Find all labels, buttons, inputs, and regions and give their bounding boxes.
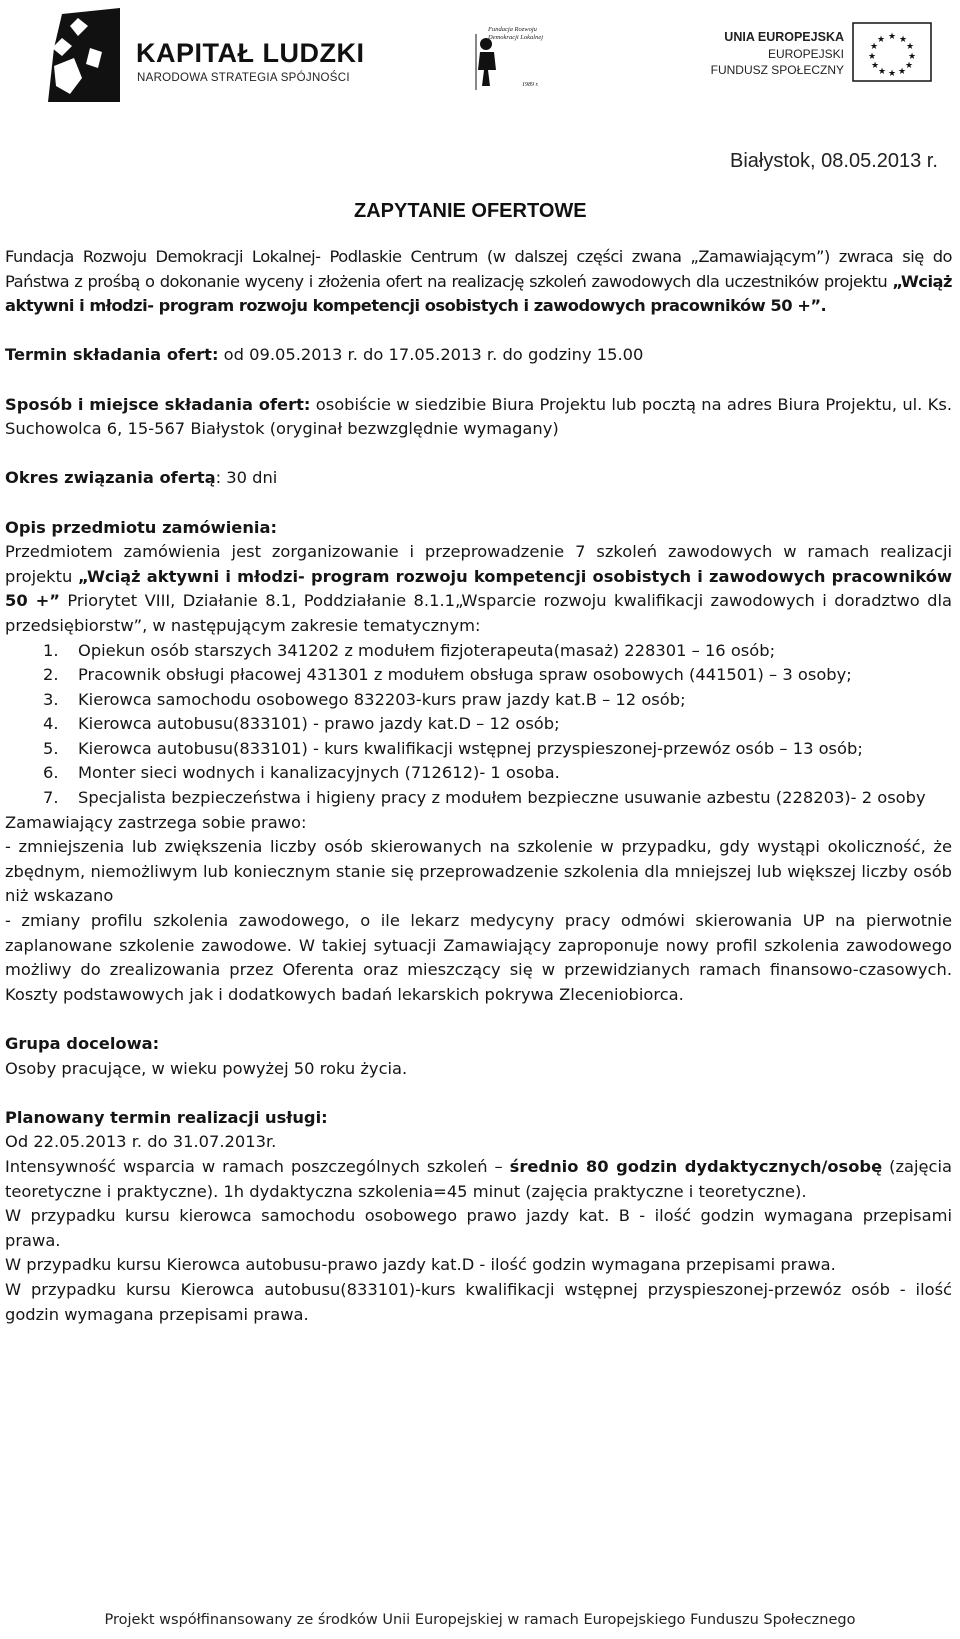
kapital-ludzki-title: KAPITAŁ LUDZKI: [136, 38, 365, 68]
termin-realizacji-heading: Planowany termin realizacji usługi:: [5, 1107, 328, 1127]
kapital-ludzki-logo: [48, 8, 378, 102]
opis-heading: Opis przedmiotu zamówienia:: [5, 517, 278, 537]
zastrzega-point-2: - zmiany profilu szkolenia zawodowego, o ile lekarz medycyny pracy odmówi skierowania UP na pierwotnie zaplanowane szkolenie zawodowe. W takiej sytuacji Zamawiający zaproponuje nowy profil szkolenia zawodowego możliwy do zrealizowania przez Oferenta oraz mieszczący się w przewidzianych ramach finansowo-czasowych. Koszty podstawowych jak i dodatkowych badań lekarskich pokrywa Zleceniobiorca.: [5, 911, 952, 1004]
svg-text:★: ★: [876, 35, 886, 45]
list-item: 3. Kierowca samochodu osobowego 832203-kurs praw jazdy kat.B – 12 osób;: [43, 689, 686, 709]
eu-flag-icon: [852, 22, 932, 82]
svg-text:★: ★: [905, 42, 915, 52]
termin-skladania: Termin składania ofert: od 09.05.2013 r. do 17.05.2013 r. do godziny 15.00: [5, 345, 644, 365]
list-item: 1. Opiekun osób starszych 341202 z modułem fizjoterapeuta(masaż) 228301 – 16 osób;: [43, 640, 776, 660]
ue-line-1: UNIA EUROPEJSKA: [724, 30, 844, 44]
svg-text:★: ★: [907, 52, 917, 62]
project-name: „Wciąż aktywni i młodzi- program rozwoju kompetencji osobistych i zawodowych pracowników 50 +”.: [5, 271, 952, 316]
page-footer: Projekt współfinansowany ze środków Unii Europejskiej w ramach Europejskiego Funduszu Społecznego: [104, 1612, 856, 1628]
intro-paragraph: Fundacja Rozwoju Demokracji Lokalnej- Podlaskie Centrum (w dalszej części zwana „Zamawiającym”) zwraca się do Państwa z prośbą o dokonanie wyceny i złożenia ofert na realizację szkoleń zawodowych dla uczestników projektu „Wciąż aktywni i młodzi- program rozwoju kompetencji osobistych i zawodowych pracowników 50 +”.: [5, 247, 952, 316]
fundacja-logo-year: 1989 r.: [522, 82, 539, 88]
ue-line-3: FUNDUSZ SPOŁECZNY: [710, 63, 844, 77]
list-item: 2. Pracownik obsługi płacowej 431301 z modułem obsługa spraw osobowych (441501) – 3 osoby;: [43, 665, 852, 685]
zastrzega-point-1: - zmniejszenia lub zwiększenia liczby osób skierowanych na szkolenie w przypadku, gdy wystąpi okoliczność, że zbędnym, niemożliwym lub koniecznym stanie się przeprowadzenie szkolenia dla mniejszej lub większej liczby osób niż wskazano: [5, 837, 952, 906]
ue-line-2: EUROPEJSKI: [767, 47, 844, 61]
okres-zwiazania: Okres związania ofertą: 30 dni: [5, 468, 278, 488]
document-body: [5, 245, 952, 1327]
fundacja-logo: [470, 20, 560, 90]
zastrzega-intro: Zamawiający zastrzega sobie prawo:: [5, 812, 307, 832]
grupa-text: Osoby pracujące, w wieku powyżej 50 roku życia.: [5, 1058, 408, 1078]
svg-text:★: ★: [898, 35, 908, 45]
svg-text:★: ★: [897, 67, 907, 77]
fundacja-logo-text: Fundacja Rozwoju Demokracji Lokalnej: [488, 26, 544, 41]
svg-text:★: ★: [869, 42, 879, 52]
document-title: ZAPYTANIE OFERTOWE: [354, 200, 587, 222]
kapital-ludzki-subtitle: NARODOWA STRATEGIA SPÓJNOŚCI: [137, 72, 350, 84]
ue-efs-logo: [710, 22, 932, 92]
list-item: 7. Specjalista bezpieczeństwa i higieny pracy z modułem bezpieczne usuwanie azbestu (228203)- 2 osoby: [43, 788, 926, 808]
document-date: Białystok, 08.05.2013 r.: [730, 150, 938, 172]
kurs-b-paragraph: W przypadku kursu kierowca samochodu osobowego prawo jazdy kat. B - ilość godzin wymagana przepisami prawa.: [5, 1206, 952, 1250]
kurs-d-paragraph: W przypadku kursu Kierowca autobusu-prawo jazdy kat.D - ilość godzin wymagana przepisami prawa.: [5, 1255, 836, 1275]
svg-text:★: ★: [867, 52, 877, 62]
svg-text:★: ★: [904, 61, 914, 71]
termin-realizacji-dates: Od 22.05.2013 r. do 31.07.2013r.: [5, 1132, 277, 1152]
kurs-kwalifikacji-paragraph: W przypadku kursu Kierowca autobusu(833101)-kurs kwalifikacji wstępnej przyspieszonej-przewóz osób - ilość godzin wymagana przepisami prawa.: [5, 1279, 952, 1324]
svg-text:★: ★: [870, 61, 880, 71]
sposob-skladania: Sposób i miejsce składania ofert: osobiście w siedzibie Biura Projektu lub pocztą na adres Biura Projektu, ul. Ks. Suchowolca 6, 15-567 Białystok (oryginał bezwzględnie wymagany): [5, 394, 952, 439]
training-list: [5, 639, 952, 811]
intensywnosc-paragraph: Intensywność wsparcia w ramach poszczególnych szkoleń – średnio 80 godzin dydaktycznych/osobę (zajęcia teoretyczne i praktyczne). 1h dydaktyczna szkolenia=45 minut (zajęcia praktyczne i teoretyczne).: [5, 1156, 952, 1201]
list-item: 4. Kierowca autobusu(833101) - prawo jazdy kat.D – 12 osób;: [43, 714, 560, 734]
list-item: 5. Kierowca autobusu(833101) - kurs kwalifikacji wstępnej przyspieszonej-przewóz osób – 13 osób;: [43, 738, 863, 758]
list-item: 6. Monter sieci wodnych i kanalizacyjnych (712612)- 1 osoba.: [43, 763, 560, 783]
opis-paragraph: Przedmiotem zamówienia jest zorganizowanie i przeprowadzenie 7 szkoleń zawodowych w ramach realizacji projektu „Wciąż aktywni i młodzi- program rozwoju kompetencji osobistych i zawodowych pracowników 50 +” Priorytet VIII, Działanie 8.1, Poddziałanie 8.1.1„Wsparcie rozwoju kwalifikacji zawodowych i doradztwo dla przedsiębiorstw”, w następującym zakresie tematycznym:: [5, 542, 953, 635]
grupa-heading: Grupa docelowa:: [5, 1034, 160, 1053]
svg-text:★: ★: [887, 32, 897, 42]
svg-text:★: ★: [887, 69, 897, 79]
svg-text:★: ★: [877, 67, 887, 77]
project-name: „Wciąż aktywni i młodzi- program rozwoju kompetencji osobistych i zawodowych pracowników 50 +”: [5, 566, 952, 611]
kapital-ludzki-emblem-icon: [48, 8, 120, 102]
logo-header: [0, 0, 960, 110]
